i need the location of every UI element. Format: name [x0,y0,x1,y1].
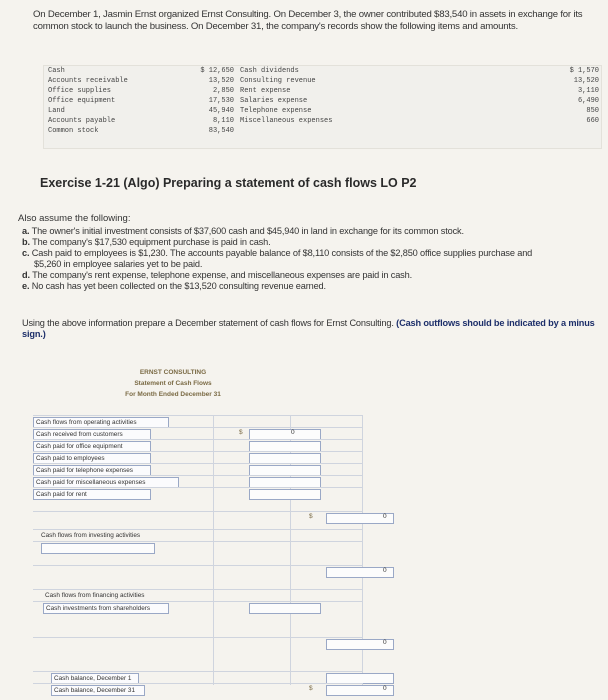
account-value: 83,540 [208,127,234,135]
statement-title: Statement of Cash Flows [134,380,212,387]
operating-line-input[interactable]: Cash received from customers [33,429,151,440]
assumption-list [22,226,602,292]
account-name: Accounts payable [48,117,116,125]
exercise-title: Exercise 1-21 (Algo) Preparing a statement of cash flows LO P2 [40,176,417,190]
account-name: Salaries expense [240,97,308,105]
investing-header: Cash flows from investing activities [41,532,141,539]
assumption-item [22,281,602,292]
account-value: 6,490 [577,97,599,105]
table-row [33,439,363,451]
table-row [33,475,363,487]
table-row [33,565,387,577]
account-name: Common stock [48,127,99,135]
item-letter: b. [22,237,30,247]
operating-line-input[interactable]: Cash paid for telephone expenses [33,465,151,476]
accounts-right-values [554,66,599,126]
statement-period: For Month Ended December 31 [125,391,221,398]
amount-value: 0 [383,685,387,692]
dollar-sign: $ [309,685,313,692]
item-text: The owner's initial investment consists of $37,600 cash and $45,940 in land in exchange for its common stock. [31,226,464,236]
account-name: Land [48,107,65,115]
amount-value: 0 [383,639,387,646]
account-value: 17,530 [208,97,234,105]
item-text: No cash has yet been collected on the $13,520 consulting revenue earned. [31,281,326,291]
dollar-sign: $ [239,429,243,436]
item-letter: d. [22,270,30,280]
cash-end-input[interactable]: Cash balance, December 31 [51,685,145,696]
account-value: 2,850 [212,87,234,95]
account-value: 45,940 [208,107,234,115]
account-name: Accounts receivable [48,77,128,85]
operating-header-input[interactable]: Cash flows from operating activities [33,417,169,428]
statement-company: ERNST CONSULTING [139,369,207,376]
item-text: The company's $17,530 equipment purchase is paid in cash. [32,237,271,247]
account-value: $ 12,650 [200,67,234,75]
account-value: 8,110 [212,117,234,125]
instruction-text: Using the above information prepare a December statement of cash flows for Ernst Consulting. [22,318,394,328]
table-row [33,541,363,553]
account-balances-table [43,65,602,149]
account-name: Office equipment [48,97,116,105]
table-row [33,415,363,427]
assumption-item [22,248,602,259]
account-value: 13,520 [573,77,599,85]
operating-line-input[interactable]: Cash paid for rent [33,489,151,500]
item-letter: e. [22,281,30,291]
financing-header: Cash flows from financing activities [45,592,145,599]
assumption-item [22,237,602,248]
dollar-sign: $ [309,513,313,520]
account-name: Rent expense [240,87,291,95]
table-row [33,511,387,523]
assume-text: Also assume the following: [18,213,131,224]
accounts-right-names [240,66,332,126]
item-letter: a. [22,226,30,236]
account-name: Cash [48,67,65,75]
table-row [33,427,363,439]
financing-line-input[interactable]: Cash investments from shareholders [43,603,169,614]
cash-begin-input[interactable]: Cash balance, December 1 [51,673,139,684]
table-row [33,529,363,541]
table-row [33,601,363,613]
account-name: Office supplies [48,87,112,95]
instruction-paragraph [22,318,607,340]
table-row [33,487,363,499]
account-name: Cash dividends [240,67,299,75]
operating-line-input[interactable]: Cash paid to employees [33,453,151,464]
account-value: 13,520 [208,77,234,85]
table-row [33,589,363,601]
amount-input[interactable] [249,489,321,500]
account-value: 850 [586,107,599,115]
table-row [33,463,363,475]
operating-line-input[interactable]: Cash paid for miscellaneous expenses [33,477,179,488]
table-row [33,451,363,463]
accounts-left-names [48,66,128,136]
item-letter: c. [22,248,30,258]
assumption-item [22,226,602,237]
account-name: Consulting revenue [240,77,316,85]
accounts-left-values [154,66,234,136]
table-row [33,671,363,683]
account-value: 3,110 [577,87,599,95]
amount-value: 0 [383,567,387,574]
amount-value: 0 [291,429,295,436]
intro-paragraph: On December 1, Jasmin Ernst organized Ernst Consulting. On December 3, the owner contributed $83,540 in assets in exchange for its common stock to launch the business. On December 31, the company's records show the following items and amounts. [33,9,583,32]
operating-line-input[interactable]: Cash paid for office equipment [33,441,151,452]
account-value: $ 1,570 [569,67,599,75]
instruction-bold: (Cash outflows should be indicated by a minus sign.) [22,318,595,339]
investing-line-input[interactable] [41,543,155,554]
account-value: 660 [586,117,599,125]
assumption-item [22,270,602,281]
table-row [33,683,387,695]
account-name: Miscellaneous expenses [240,117,333,125]
amount-value: 0 [383,513,387,520]
item-text: The company's rent expense, telephone expense, and miscellaneous expenses are paid in cash. [32,270,412,280]
account-name: Telephone expense [240,107,312,115]
table-row [33,637,387,649]
assumption-item-continued: $5,260 in employee salaries yet to be paid. [34,259,203,269]
item-text: Cash paid to employees is $1,230. The accounts payable balance of $8,110 consists of the $2,850 office supplies purchase and [31,248,533,258]
amount-input[interactable] [249,603,321,614]
